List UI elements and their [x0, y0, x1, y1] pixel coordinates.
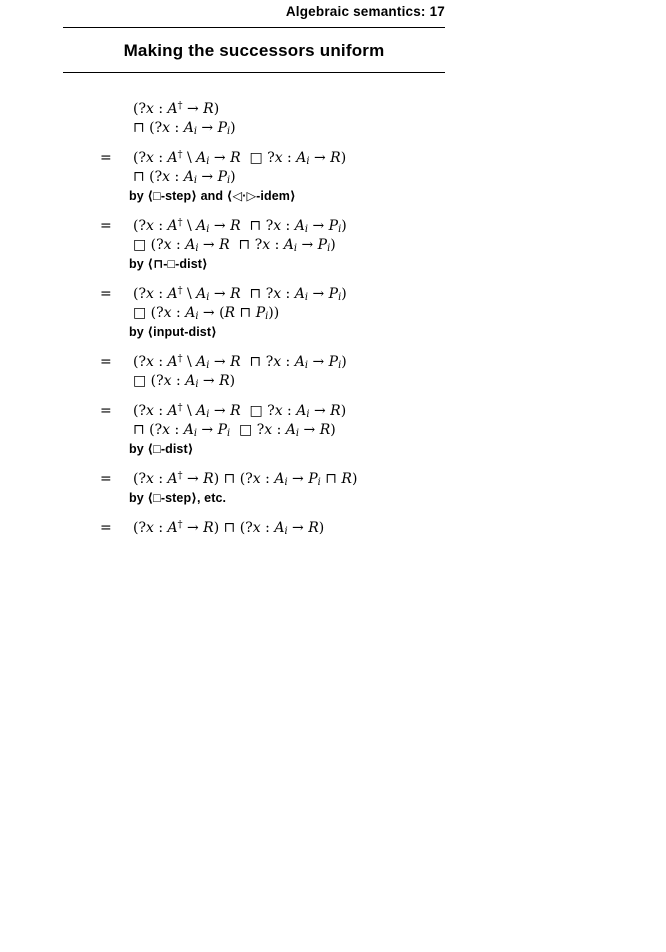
- math-line: □ (?x : $A_i \to R$): [133, 373, 236, 390]
- math-line: ⊓ (?x : $A_i \to P_i$): [133, 120, 236, 137]
- equals-sign: =: [100, 403, 112, 419]
- math-line: (?x : A† \ $A_i \to R$ ⊓ ?x : $A_i \to P_i$): [133, 285, 347, 303]
- math-line: ⊓ (?x : $A_i \to P_i$ □ ?x : $A_i \to R$): [133, 422, 336, 439]
- equals-sign: =: [100, 520, 112, 536]
- law-justification: by ⟨input-dist⟩: [129, 325, 217, 339]
- derivation-step: [100, 285, 357, 342]
- math-line: (?x : A† → R) ⊓ (?x : $A_i \to R$): [133, 519, 325, 537]
- derivation-step: [100, 149, 357, 206]
- step-expressions: [133, 100, 236, 138]
- math-line: □ (?x : $A_i \to (R$ ⊓ $P_i$)): [133, 305, 280, 322]
- step-expressions: [129, 217, 347, 274]
- math-line: (?x : A† → R): [133, 100, 220, 117]
- math-line: (?x : A† \ $A_i \to R$ □ ?x : $A_i \to R$): [133, 402, 347, 420]
- law-justification: by ⟨□-dist⟩: [129, 442, 194, 456]
- derivation-step: [100, 402, 357, 459]
- header-rule: [63, 27, 445, 28]
- step-expressions: [129, 470, 358, 508]
- running-header: Algebraic semantics: 17: [285, 4, 445, 19]
- equals-sign: [100, 100, 133, 138]
- title-rule: [63, 72, 445, 73]
- law-justification: by ⟨⊓-□-dist⟩: [129, 257, 208, 271]
- derivation-step: [100, 217, 357, 274]
- math-line: (?x : A† \ $A_i \to R$ ⊓ ?x : $A_i \to P_i$): [133, 353, 347, 371]
- math-line: (?x : A† → R) ⊓ (?x : $A_i \to P_i$ ⊓ R): [133, 470, 358, 488]
- equals-sign: =: [100, 150, 112, 166]
- math-line: □ (?x : $A_i \to R$ ⊓ ?x : $A_i \to P_i$): [133, 237, 336, 254]
- derivation-step: [100, 100, 357, 138]
- equals-sign: =: [100, 471, 112, 487]
- step-expressions: [133, 353, 347, 391]
- law-justification: by ⟨□-step⟩ and ⟨◁·▷-idem⟩: [129, 189, 296, 203]
- math-line: ⊓ (?x : $A_i \to P_i$): [133, 169, 236, 186]
- step-expressions: [129, 285, 347, 342]
- step-expressions: [129, 149, 347, 206]
- derivation-step: [100, 353, 357, 391]
- math-line: (?x : A† \ $A_i \to R$ ⊓ ?x : $A_i \to P_i$): [133, 217, 347, 235]
- math-line: (?x : A† \ $A_i \to R$ □ ?x : $A_i \to R$): [133, 149, 347, 167]
- derivation-step: [100, 470, 357, 508]
- equals-sign: =: [100, 354, 112, 370]
- derivation-step: [100, 519, 357, 538]
- page-title: Making the successors uniform: [123, 41, 385, 60]
- equals-sign: =: [100, 286, 112, 302]
- law-justification: by ⟨□-step⟩, etc.: [129, 491, 227, 505]
- step-expressions: [129, 402, 347, 459]
- equals-sign: =: [100, 218, 112, 234]
- derivation: [100, 100, 357, 549]
- step-expressions: [133, 519, 324, 538]
